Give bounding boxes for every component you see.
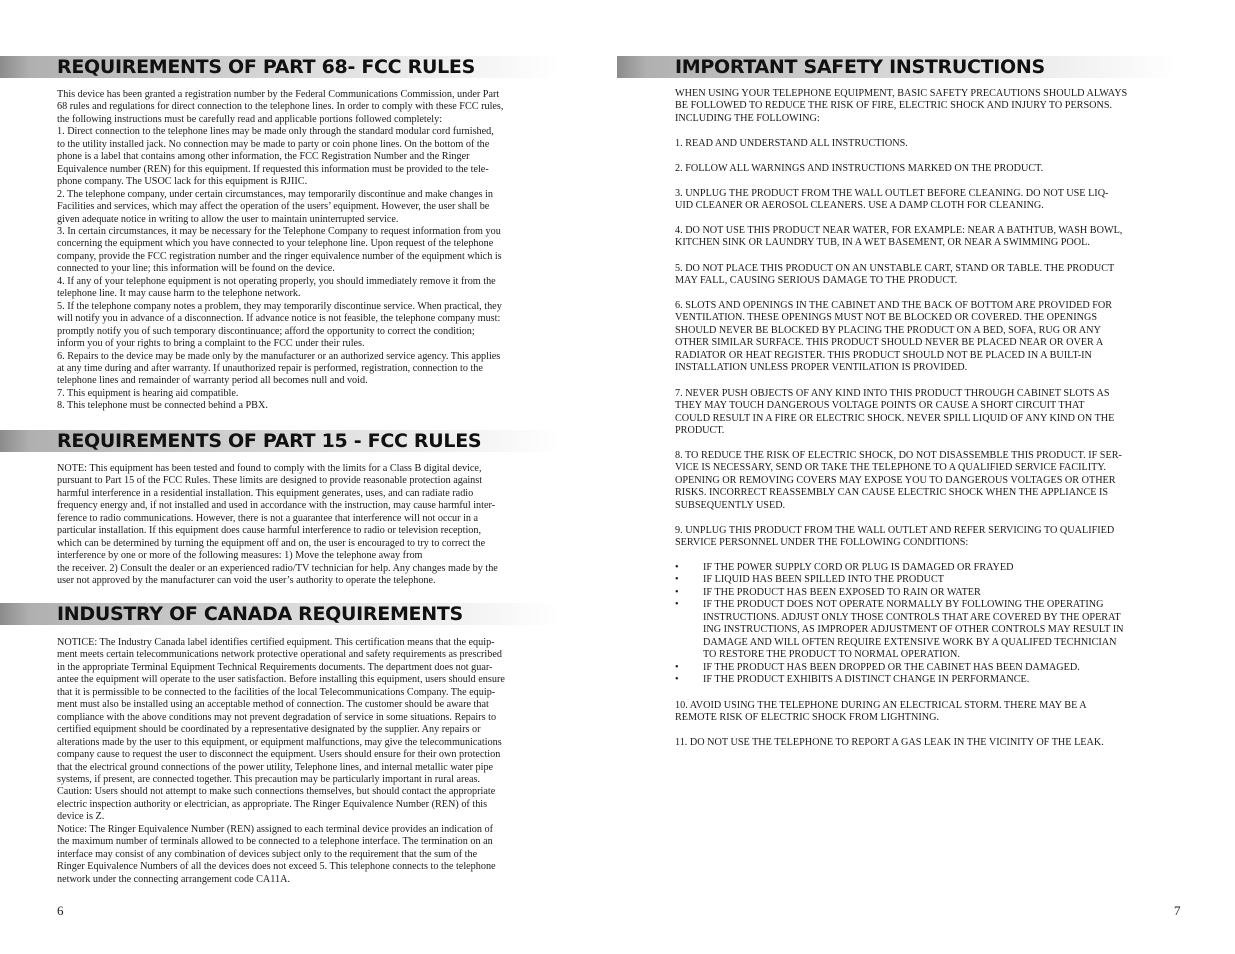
canada-heading-bar [0, 603, 560, 625]
text-line: ference to radio communications. However, there is not a guarantee that interference will not occur in a [57, 512, 479, 524]
page-number-left: 6 [57, 903, 64, 918]
text-line: INSTRUCTIONS. ADJUST ONLY THOSE CONTROLS THAT ARE COVERED BY THE OPERAT [703, 611, 1121, 623]
text-line: This device has been granted a registration number by the Federal Communications Commission, under Part [57, 89, 500, 100]
text-line: VENTILATION. THESE OPENINGS MUST NOT BE BLOCKED OR COVERED. THE OPENINGS [675, 312, 1098, 324]
text-line: telephone lines and remainder of warranty period all becomes null and void. [57, 375, 368, 387]
text-line: given adequate notice in writing to allow the user to maintain uninterrupted service. [57, 213, 399, 225]
text-line: device is Z. [57, 811, 105, 823]
text-line: • IF THE PRODUCT EXHIBITS A DISTINCT CHANGE IN PERFORMANCE. [703, 674, 1030, 686]
text-line: concerning the equipment which you have connected to your telephone line. Upon request of the telephone [57, 238, 494, 250]
part15-heading-bar [0, 430, 560, 452]
text-line: the receiver. 2) Consult the dealer or an experienced radio/TV technician for help. Any changes made by the [57, 562, 498, 574]
text-line: 9. UNPLUG THIS PRODUCT FROM THE WALL OUTLET AND REFER SERVICING TO QUALIFIED [675, 525, 1115, 536]
safety-item-4 [675, 225, 1180, 250]
text-line: in the appropriate Terminal Equipment Technical Requirements documents. The department does not guar- [57, 661, 493, 673]
text-line: 3. UNPLUG THE PRODUCT FROM THE WALL OUTLET BEFORE CLEANING. DO NOT USE LIQ- [675, 188, 1109, 199]
text-line: TO RESTORE THE PRODUCT TO NORMAL OPERATION. [703, 649, 960, 661]
text-line: 6. Repairs to the device may be made only by the manufacturer or an authorized service agency. This applies [57, 350, 501, 362]
text-line: antee the equipment will operate to the user satisfaction. Before installing this equipment, users should ensure [57, 674, 505, 686]
text-line: RADIATOR OR HEAT REGISTER. THIS PRODUCT SHOULD NOT BE PLACED IN A BUILT-IN [675, 349, 1092, 361]
text-line: • IF THE POWER SUPPLY CORD OR PLUG IS DAMAGED OR FRAYED [703, 562, 1014, 573]
text-line: that the electrical ground connections of the power utility, Telephone lines, and internal metallic water pipe [57, 761, 494, 773]
text-line: • IF LIQUID HAS BEEN SPILLED INTO THE PRODUCT [703, 574, 945, 586]
canada-heading: INDUSTRY OF CANADA REQUIREMENTS [57, 603, 463, 625]
text-line: phone company. The USOC lack for this equipment is RJIIC. [57, 176, 308, 188]
text-line: company, provide the FCC registration number and the ringer equivalence number of the equipment which is [57, 250, 502, 262]
text-line: network under the connecting arrangement code CA11A. [57, 873, 291, 885]
canada-body [57, 637, 562, 886]
text-line: company cause to request the user to disconnect the equipment. Users should ensure for their own protection [57, 749, 501, 761]
safety-item-10 [675, 700, 1180, 725]
text-line: will notify you in advance of a disconnection. If advance notice is not feasible, the telephone company must: [57, 313, 501, 325]
text-line: 2. FOLLOW ALL WARNINGS AND INSTRUCTIONS MARKED ON THE PRODUCT. [675, 163, 1044, 174]
text-line: VICE IS NECESSARY, SEND OR TAKE THE TELEPHONE TO A QUALIFIED SERVICE FACILITY. [675, 462, 1106, 474]
text-line: COULD RESULT IN A FIRE OR ELECTRIC SHOCK. NEVER SPILL LIQUID OF ANY KIND ON THE [675, 412, 1115, 424]
text-line: SERVICE PERSONNEL UNDER THE FOLLOWING CONDITIONS: [675, 537, 969, 549]
text-line: Facilities and services, which may affect the operation of the users’ equipment. However, the user shall be [57, 201, 490, 213]
part68-heading: REQUIREMENTS OF PART 68- FCC RULES [57, 56, 475, 78]
safety-item-9 [675, 525, 1180, 550]
part15-body [57, 463, 562, 588]
text-line: 6. SLOTS AND OPENINGS IN THE CABINET AND THE BACK OF BOTTOM ARE PROVIDED FOR [675, 300, 1113, 311]
text-line: WHEN USING YOUR TELEPHONE EQUIPMENT, BASIC SAFETY PRECAUTIONS SHOULD ALWAYS [675, 88, 1128, 99]
text-line: INCLUDING THE FOLLOWING: [675, 112, 820, 124]
text-line: at any time during and after warranty. If unauthorized repair is performed, registration, connection to the [57, 362, 483, 374]
list-item [675, 574, 1180, 586]
text-line: DAMAGE AND WILL OFTEN REQUIRE EXTENSIVE WORK BY A QUALIFED TECHNICIAN [703, 636, 1117, 648]
text-line: user not approved by the manufacturer can void the user’s authority to operate the telephone. [57, 575, 436, 587]
list-item [675, 562, 1180, 574]
text-line: promptly notify you of such temporary discontinuance; afford the opportunity to correct the condition; [57, 325, 475, 337]
text-line: 3. In certain circumstances, it may be necessary for the Telephone Company to request information from you [57, 225, 501, 237]
text-line: 2. The telephone company, under certain circumstances, may temporarily discontinue and make changes in [57, 188, 493, 200]
text-line: 7. This equipment is hearing aid compatible. [57, 387, 239, 399]
safety-heading: IMPORTANT SAFETY INSTRUCTIONS [675, 56, 1045, 78]
text-line: 10. AVOID USING THE TELEPHONE DURING AN ELECTRICAL STORM. THERE MAY BE A [675, 700, 1087, 711]
text-line: ING INSTRUCTIONS, AS IMPROPER ADJUSTMENT OF OTHER CONTROLS MAY RESULT IN [703, 624, 1124, 636]
text-line: ment must also be installed using an acceptable method of connection. The customer should be aware that [57, 699, 489, 711]
text-line: SUBSEQUENTLY USED. [675, 499, 786, 511]
text-line: 7. NEVER PUSH OBJECTS OF ANY KIND INTO THIS PRODUCT THROUGH CABINET SLOTS AS [675, 388, 1110, 399]
text-line: 5. If the telephone company notes a problem, they may temporarily discontinue service. When practical, they [57, 300, 502, 312]
safety-item-1 [675, 138, 1180, 150]
text-line: OTHER SIMILAR SURFACE. THIS PRODUCT SHOULD NEVER BE PLACED NEAR OR OVER A [675, 337, 1104, 349]
text-line: systems, if present, are connected together. This precaution may be particularly important in rural areas. [57, 773, 481, 785]
text-line: OPENING OR REMOVING COVERS MAY EXPOSE YOU TO DANGEROUS VOLTAGES OR OTHER [675, 474, 1116, 486]
text-line: inform you of your rights to bring a complaint to the FCC under their rules. [57, 338, 365, 350]
safety-item-5 [675, 263, 1180, 288]
safety-intro [675, 88, 1180, 125]
text-line: 1. READ AND UNDERSTAND ALL INSTRUCTIONS. [675, 138, 908, 149]
text-line: particular installation. If this equipment does cause harmful interference to radio or television reception, [57, 525, 482, 537]
text-line: to the utility installed jack. No connection may be made to party or coin phone lines. On the bottom of the [57, 138, 490, 150]
text-line: telephone line. It may cause harm to the telephone network. [57, 288, 301, 300]
text-line: 4. If any of your telephone equipment is not operating properly, you should immediately remove it from the [57, 275, 496, 287]
text-line: connected to your line; this information will be found on the device. [57, 263, 335, 275]
text-line: pursuant to Part 15 of the FCC Rules. These limits are designed to provide reasonable protection against [57, 475, 483, 487]
text-line: interference by one or more of the following measures: 1) Move the telephone away from [57, 550, 423, 562]
text-line: UID CLEANER OR AEROSOL CLEANERS. USE A DAMP CLOTH FOR CLEANING. [675, 200, 1044, 212]
part15-heading: REQUIREMENTS OF PART 15 - FCC RULES [57, 430, 482, 452]
part68-body [57, 89, 562, 413]
text-line: harmful interference in a residential installation. This equipment generates, uses, and can radiate radio [57, 487, 474, 499]
safety-item-3 [675, 188, 1180, 213]
text-line: interface may consist of any combination of devices subject only to the requirement that the sum of the [57, 848, 478, 860]
text-line: RISKS. INCORRECT REASSEMBLY CAN CAUSE ELECTRIC SHOCK WHEN THE APPLIANCE IS [675, 487, 1109, 499]
text-line: electric inspection authority or electrician, as appropriate. The Ringer Equivalence Number (REN) of this [57, 798, 488, 810]
text-line: • IF THE PRODUCT HAS BEEN DROPPED OR THE CABINET HAS BEEN DAMAGED. [703, 661, 1080, 673]
text-line: phone is a label that contains among other information, the FCC Registration Number and the Ringer [57, 151, 470, 163]
text-line: Notice: The Ringer Equivalence Number (REN) assigned to each terminal device provides an indication of [57, 823, 494, 835]
text-line: certified equipment should be coordinated by a representative designated by the supplier. Any repairs or [57, 724, 481, 736]
text-line: • IF THE PRODUCT HAS BEEN EXPOSED TO RAIN OR WATER [703, 586, 981, 598]
text-line: MAY FALL, CAUSING SERIOUS DAMAGE TO THE PRODUCT. [675, 275, 958, 287]
list-item [675, 674, 1180, 686]
list-item [675, 587, 1180, 599]
safety-heading-bar [617, 56, 1177, 78]
page-number-right: 7 [1174, 903, 1181, 918]
text-line: 11. DO NOT USE THE TELEPHONE TO REPORT A GAS LEAK IN THE VICINITY OF THE LEAK. [675, 737, 1104, 748]
text-line: 8. This telephone must be connected behind a PBX. [57, 400, 268, 412]
text-line: Equivalence number (REN) for this equipment. If requested this information must be provided to the tele- [57, 163, 489, 175]
text-line: 5. DO NOT PLACE THIS PRODUCT ON AN UNSTABLE CART, STAND OR TABLE. THE PRODUCT [675, 263, 1115, 274]
text-line: INSTALLATION UNLESS PROPER VENTILATION IS PROVIDED. [675, 362, 968, 374]
text-line: 68 rules and regulations for direct connection to the telephone lines. In order to comply with these FCC rules, [57, 101, 504, 113]
safety-item-2 [675, 163, 1180, 175]
text-line: PRODUCT. [675, 425, 725, 437]
text-line: which can be determined by turning the equipment off and on, the user is encouraged to try to correct the [57, 537, 486, 549]
safety-item-8 [675, 450, 1180, 512]
text-line: alterations made by the user to this equipment, or equipment malfunctions, may give the telecommunications [57, 736, 502, 748]
list-item [675, 662, 1180, 674]
safety-item-11 [675, 737, 1180, 749]
text-line: SHOULD NEVER BE BLOCKED BY PLACING THE PRODUCT ON A BED, SOFA, RUG OR ANY [675, 324, 1101, 336]
text-line: 8. TO REDUCE THE RISK OF ELECTRIC SHOCK, DO NOT DISASSEMBLE THIS PRODUCT. IF SER- [675, 450, 1122, 461]
text-line: • IF THE PRODUCT DOES NOT OPERATE NORMALLY BY FOLLOWING THE OPERATING [703, 599, 1104, 611]
text-line: frequency energy and, if not installed and used in accordance with the instruction, may cause harmful inter- [57, 500, 496, 512]
text-line: Ringer Equivalence Numbers of all the devices does not exceed 5. This telephone connects to the telephone [57, 861, 496, 873]
text-line: NOTE: This equipment has been tested and found to comply with the limits for a Class B digital device, [57, 463, 482, 474]
left-page [0, 0, 617, 954]
text-line: NOTICE: The Industry Canada label identifies certified equipment. This certification means that the equip- [57, 637, 495, 648]
text-line: KITCHEN SINK OR LAUNDRY TUB, IN A WET BASEMENT, OR NEAR A SWIMMING POOL. [675, 237, 1090, 249]
part68-heading-bar [0, 56, 560, 78]
text-line: THEY MAY TOUCH DANGEROUS VOLTAGE POINTS OR CAUSE A SHORT CIRCUIT THAT [675, 400, 1085, 412]
text-line: BE FOLLOWED TO REDUCE THE RISK OF FIRE, ELECTRIC SHOCK AND INJURY TO PERSONS. [675, 100, 1113, 112]
text-line: the maximum number of terminals allowed to be connected to a telephone interface. The termination on an [57, 836, 493, 848]
safety-conditions-list [675, 562, 1180, 687]
text-line: 1. Direct connection to the telephone lines may be made only through the standard modular cord furnished, [57, 126, 494, 138]
text-line: REMOTE RISK OF ELECTRIC SHOCK FROM LIGHTNING. [675, 712, 940, 724]
text-line: compliance with the above conditions may not prevent degradation of service in some situations. Repairs to [57, 711, 497, 723]
text-line: the following instructions must be carefully read and applicable portions followed completely: [57, 113, 443, 125]
text-line: Caution: Users should not attempt to make such connections themselves, but should contact the appropriate [57, 786, 496, 798]
safety-item-7 [675, 388, 1180, 438]
safety-item-6 [675, 300, 1180, 375]
text-line: ment meets certain telecommunications network protective operational and safety requirements as prescribed [57, 649, 502, 661]
list-item [675, 599, 1180, 661]
text-line: that it is permissible to be connected to the facilities of the local Telecommunications Company. The equip- [57, 686, 496, 698]
text-line: 4. DO NOT USE THIS PRODUCT NEAR WATER, FOR EXAMPLE: NEAR A BATHTUB, WASH BOWL, [675, 225, 1123, 236]
